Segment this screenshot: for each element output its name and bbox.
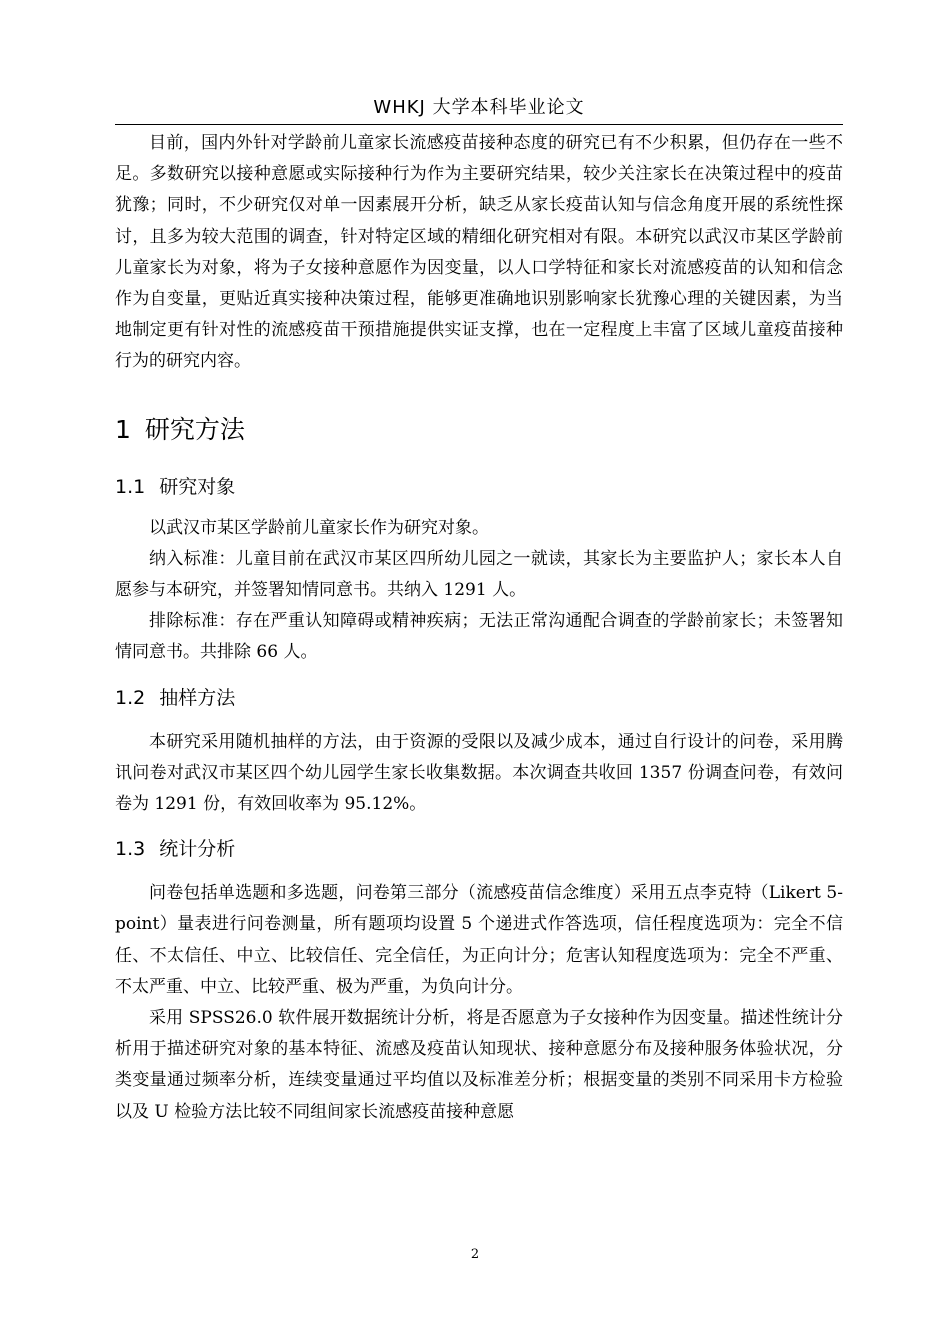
header-title: WHKJ 大学本科毕业论文 bbox=[373, 97, 585, 118]
section-title: 统计分析 bbox=[159, 838, 236, 861]
exclusion-criteria-paragraph: 排除标准：存在严重认知障碍或精神疾病；无法正常沟通配合调查的学龄前家长；未签署知情同意书。共排除 66 人。 bbox=[115, 611, 843, 663]
questionnaire-paragraph: 问卷包括单选题和多选题，问卷第三部分（流感疫苗信念维度）采用五点李克特（Likert 5-point）量表进行问卷测量，所有题项均设置 5 个递进式作答选项，信任程度选项为：完全不信任、不太信任、中立、比较信任、完全信任，为正向计分；危害认知程度选项为：完全不严重、不太严重、中立、比较严重、极为严重，为负向计分。 bbox=[115, 883, 843, 997]
section-number: 1.1 bbox=[115, 475, 146, 498]
intro-paragraph: 目前，国内外针对学龄前儿童家长流感疫苗接种态度的研究已有不少积累，但仍存在一些不足。多数研究以接种意愿或实际接种行为作为主要研究结果，较少关注家长在决策过程中的疫苗犹豫；同时，不少研究仅对单一因素展开分析，缺乏从家长疫苗认知与信念角度开展的系统性探讨，且多为较大范围的调查，针对特定区域的精细化研究相对有限。本研究以武汉市某区学龄前儿童家长为对象，将为子女接种意愿作为因变量，以人口学特征和家长对流感疫苗的认知和信念作为自变量，更贴近真实接种决策过程，能够更准确地识别影响家长犹豫心理的关键因素，为当地制定更有针对性的流感疫苗干预措施提供实证支撑，也在一定程度上丰富了区域儿童疫苗接种行为的研究内容。 bbox=[115, 133, 843, 372]
section-title: 抽样方法 bbox=[159, 686, 236, 709]
page-number: 2 bbox=[470, 1247, 480, 1262]
statistics-paragraph: 采用 SPSS26.0 软件展开数据统计分析，将是否愿意为子女接种作为因变量。描述性统计分析用于描述研究对象的基本特征、流感及疫苗认知现状、接种意愿分布及接种服务体验状况，分类变量通过频率分析，连续变量通过平均值以及标准差分析；根据变量的类别不同采用卡方检验以及 U 检验方法比较不同组间家长流感疫苗接种意愿 bbox=[115, 1008, 843, 1122]
section-1-2-heading bbox=[115, 683, 843, 713]
section-1-heading bbox=[115, 412, 843, 448]
section-1-1-heading bbox=[115, 472, 843, 502]
section-number: 1.2 bbox=[115, 686, 146, 709]
section-number: 1.3 bbox=[115, 838, 146, 861]
sampling-method-paragraph: 本研究采用随机抽样的方法，由于资源的受限以及减少成本，通过自行设计的问卷，采用腾讯问卷对武汉市某区四个幼儿园学生家长收集数据。本次调查共收回 1357 份调查问卷，有效问卷为 1291 份，有效回收率为 95.12%。 bbox=[115, 731, 843, 815]
section-title: 研究方法 bbox=[144, 414, 245, 444]
research-subject-paragraph: 以武汉市某区学龄前儿童家长作为研究对象。 bbox=[149, 517, 489, 538]
page-header bbox=[115, 94, 843, 125]
section-title: 研究对象 bbox=[159, 475, 236, 498]
page-body bbox=[115, 128, 843, 1128]
section-number: 1 bbox=[115, 414, 131, 444]
section-1-3-heading bbox=[115, 834, 843, 864]
inclusion-criteria-paragraph: 纳入标准：儿童目前在武汉市某区四所幼儿园之一就读，其家长为主要监护人；家长本人自愿参与本研究，并签署知情同意书。共纳入 1291 人。 bbox=[115, 548, 843, 601]
